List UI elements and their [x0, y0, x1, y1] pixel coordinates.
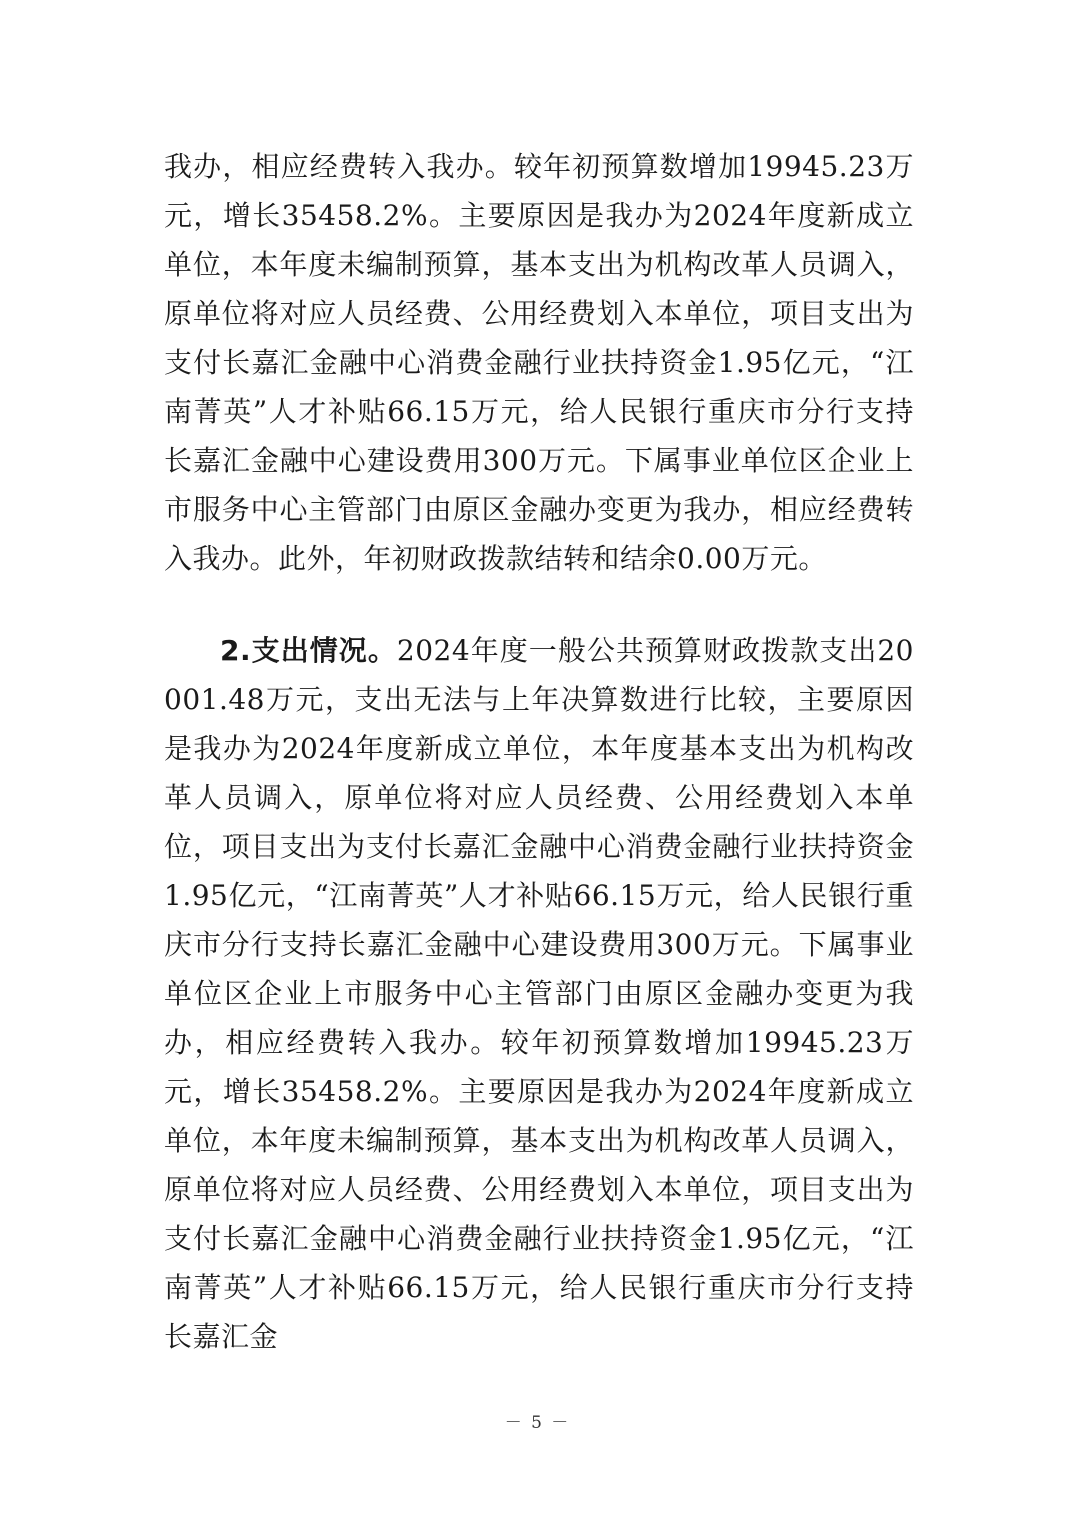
page-number: － 5 － — [504, 1413, 571, 1433]
section-heading-expenditure: 2.支出情况。 — [220, 634, 397, 667]
body-paragraph-continued: 我办，相应经费转入我办。较年初预算数增加19945.23万元，增长35458.2%。主要原因是我办为2024年度新成立单位，本年度未编制预算，基本支出为机构改革人员调入，原单位将对应人员经费、公用经费划入本单位，项目支出为支付长嘉汇金融中心消费金融行业扶持资金1.95亿元，“江南菁英”人才补贴66.15万元，给人民银行重庆市分行支持长嘉汇金融中心建设费用300万元。下属事业单位区企业上市服务中心主管部门由原区金融办变更为我办，相应经费转入我办。此外，年初财政拨款结转和结余0.00万元。 — [164, 150, 914, 575]
body-paragraph-expenditure — [164, 626, 914, 1361]
expenditure-text: 2024年度一般公共预算财政拨款支出20001.48万元，支出无法与上年决算数进行比较，主要原因是我办为2024年度新成立单位，本年度基本支出为机构改革人员调入，原单位将对应人员经费、公用经费划入本单位，项目支出为支付长嘉汇金融中心消费金融行业扶持资金1.95亿元，“江南菁英”人才补贴66.15万元，给人民银行重庆市分行支持长嘉汇金融中心建设费用300万元。下属事业单位区企业上市服务中心主管部门由原区金融办变更为我办，相应经费转入我办。较年初预算数增加19945.23万元，增长35458.2%。主要原因是我办为2024年度新成立单位，本年度未编制预算，基本支出为机构改革人员调入，原单位将对应人员经费、公用经费划入本单位，项目支出为支付长嘉汇金融中心消费金融行业扶持资金1.95亿元，“江南菁英”人才补贴66.15万元，给人民银行重庆市分行支持长嘉汇金 — [164, 634, 914, 1353]
